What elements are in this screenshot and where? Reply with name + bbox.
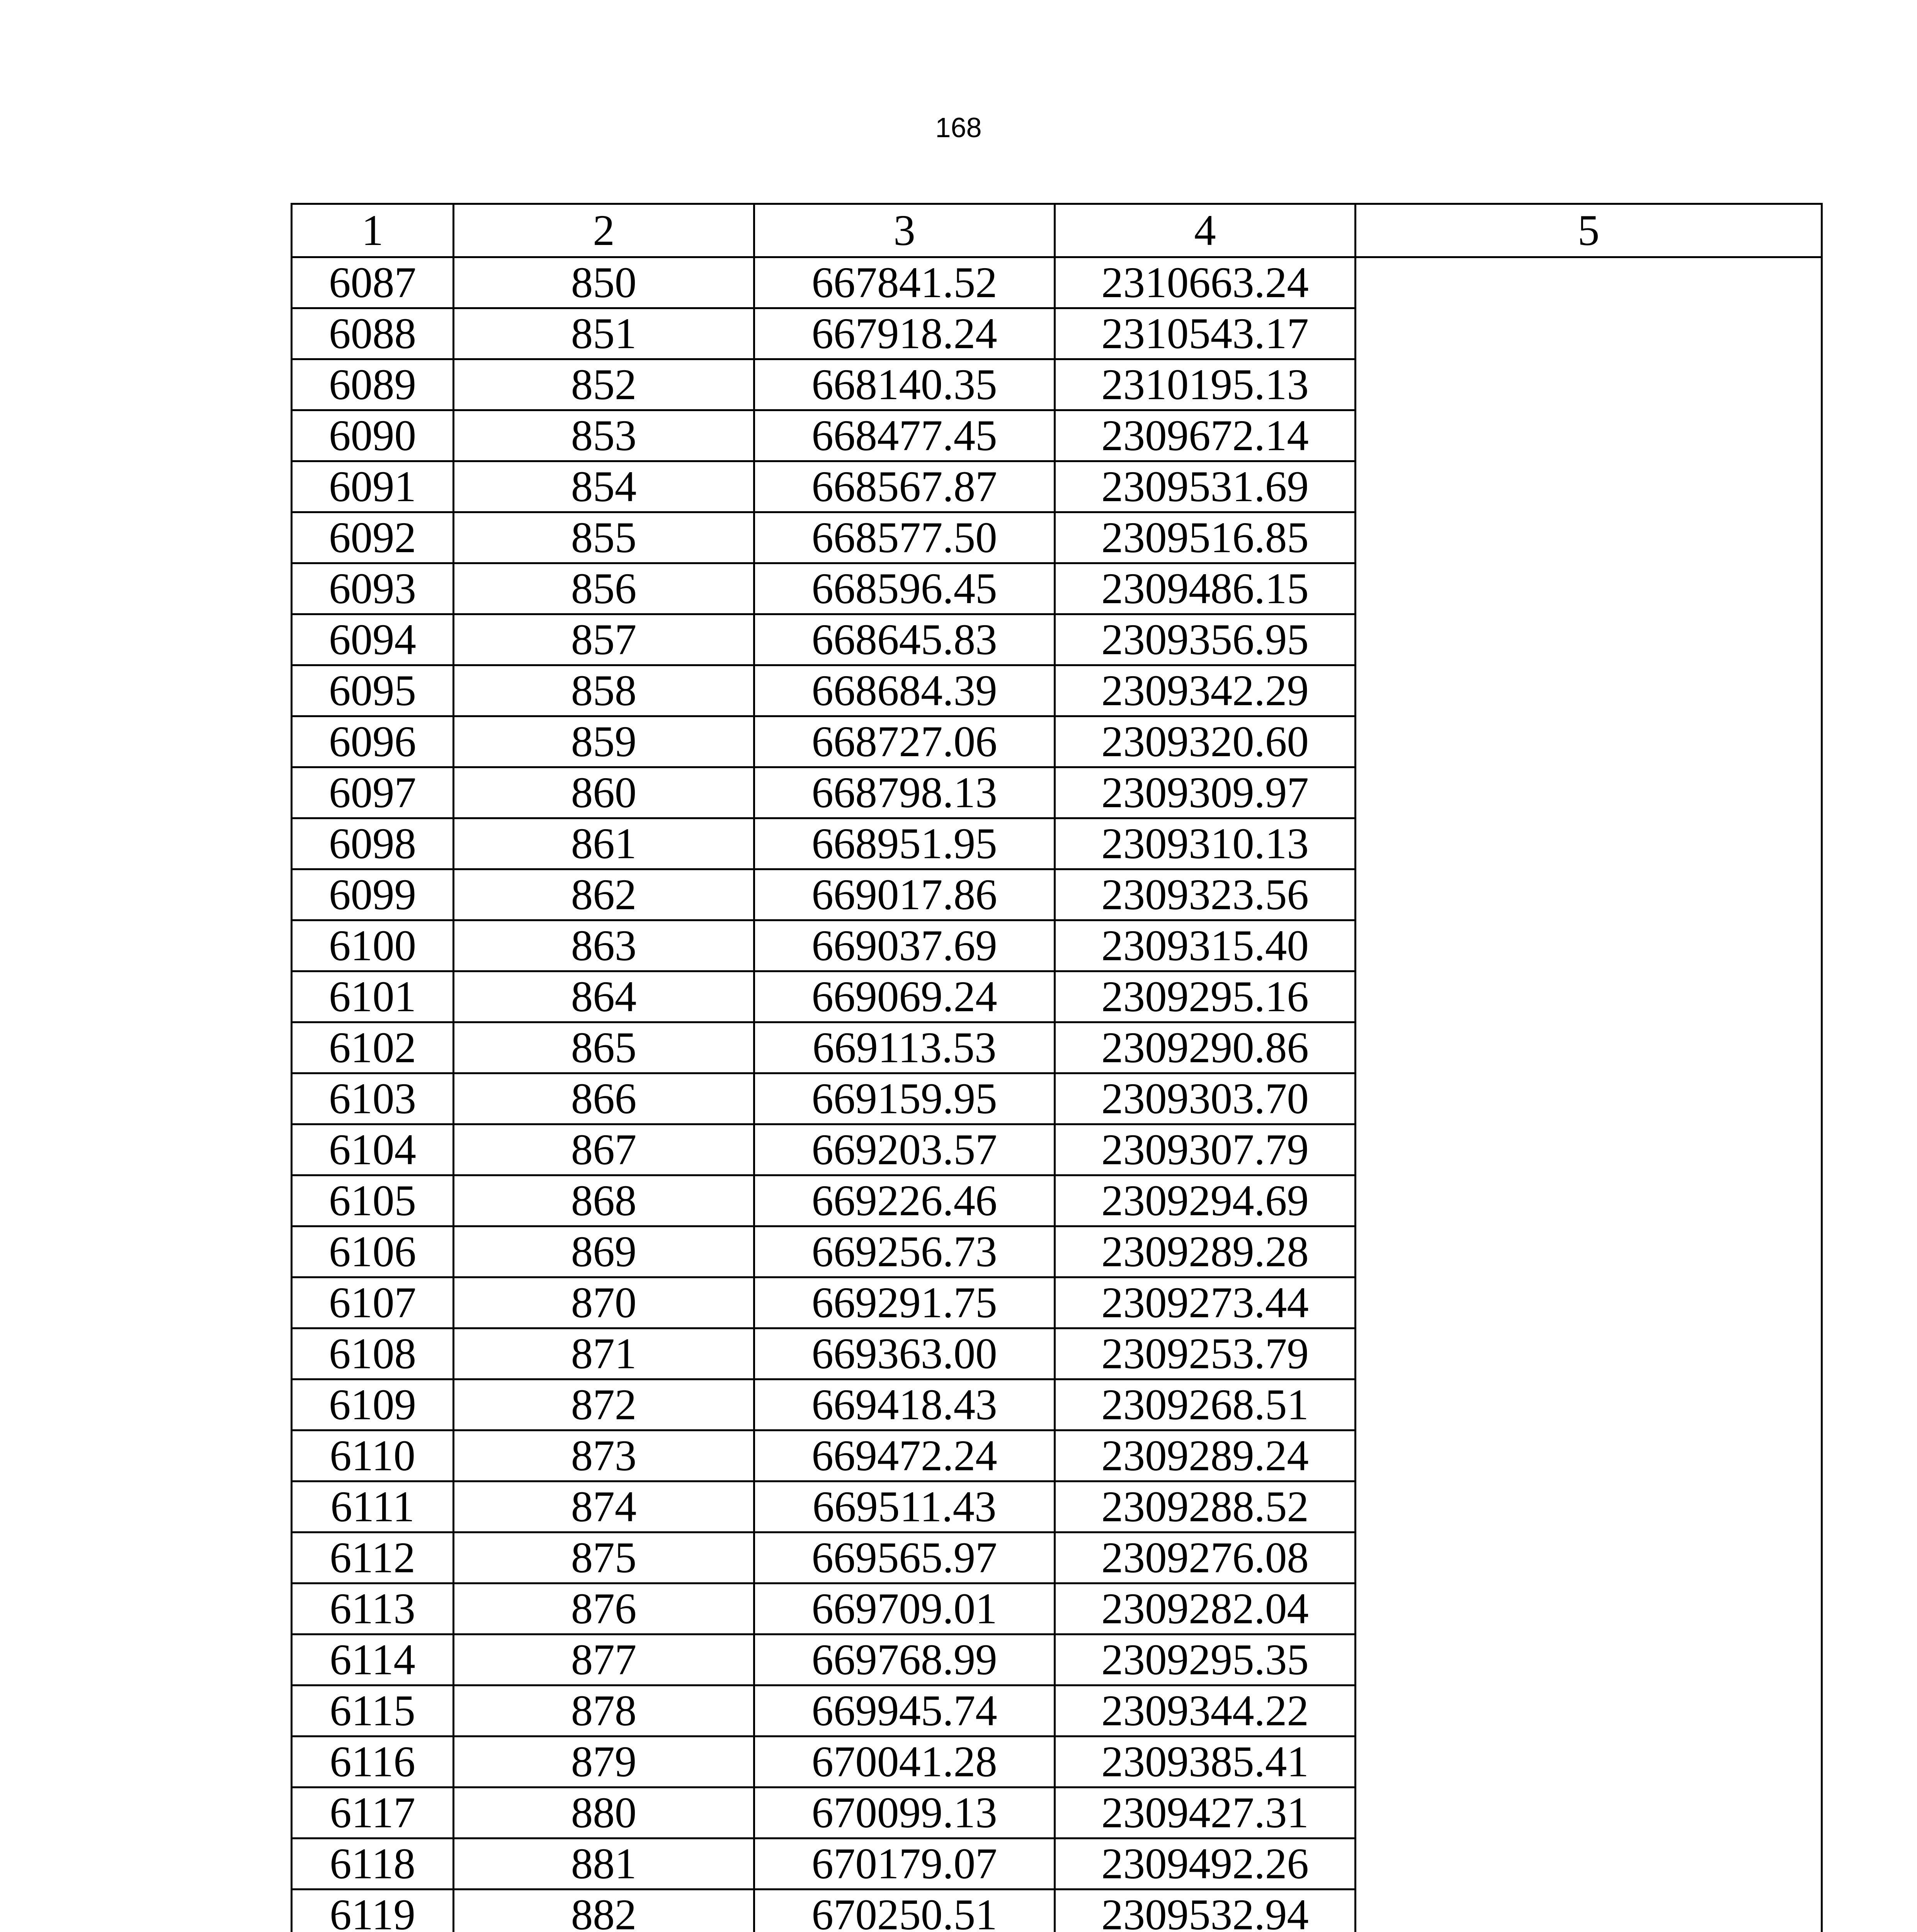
- table-cell: 668684.39: [754, 665, 1055, 716]
- table-cell: 6089: [292, 359, 454, 410]
- table-cell: 669017.86: [754, 869, 1055, 920]
- table-cell: 2309315.40: [1055, 920, 1356, 971]
- table-cell: 669291.75: [754, 1277, 1055, 1328]
- table-cell: 863: [454, 920, 754, 971]
- table-cell: 2309532.94: [1055, 1889, 1356, 1932]
- table-cell: 669069.24: [754, 971, 1055, 1022]
- table-cell: 6098: [292, 818, 454, 869]
- table-cell: 871: [454, 1328, 754, 1379]
- table-cell: 2309253.79: [1055, 1328, 1356, 1379]
- table-cell: 670099.13: [754, 1787, 1055, 1838]
- table-cell: 668798.13: [754, 767, 1055, 818]
- table-cell: 2309295.16: [1055, 971, 1356, 1022]
- table-cell: 874: [454, 1481, 754, 1532]
- table-cell: 873: [454, 1430, 754, 1481]
- table-cell: 669709.01: [754, 1583, 1055, 1634]
- table-cell: 862: [454, 869, 754, 920]
- column-header: 4: [1055, 204, 1356, 257]
- table-cell: 6100: [292, 920, 454, 971]
- table-cell: 668951.95: [754, 818, 1055, 869]
- page-number: 168: [935, 112, 982, 143]
- table-cell: 669768.99: [754, 1634, 1055, 1685]
- table-cell: 670179.07: [754, 1838, 1055, 1889]
- table-cell: 851: [454, 308, 754, 359]
- column-header: 1: [292, 204, 454, 257]
- table-cell: 6110: [292, 1430, 454, 1481]
- table-cell: 669511.43: [754, 1481, 1055, 1532]
- table-cell: 876: [454, 1583, 754, 1634]
- table-cell: 2309385.41: [1055, 1736, 1356, 1787]
- table-cell: 6116: [292, 1736, 454, 1787]
- table-cell: 2309492.26: [1055, 1838, 1356, 1889]
- table-cell: 2309290.86: [1055, 1022, 1356, 1073]
- table-cell: 2309289.28: [1055, 1226, 1356, 1277]
- table-cell: 2309295.35: [1055, 1634, 1356, 1685]
- coordinates-table: [291, 203, 1823, 1932]
- table-cell: 6118: [292, 1838, 454, 1889]
- table-cell: 852: [454, 359, 754, 410]
- table-cell: 2309309.97: [1055, 767, 1356, 818]
- table-cell: 875: [454, 1532, 754, 1583]
- table-cell: 6095: [292, 665, 454, 716]
- table-cell: 6094: [292, 614, 454, 665]
- table-cell: 6103: [292, 1073, 454, 1124]
- table-cell: 2309310.13: [1055, 818, 1356, 869]
- table-cell: 6096: [292, 716, 454, 767]
- table-cell: 878: [454, 1685, 754, 1736]
- table-cell: 669363.00: [754, 1328, 1055, 1379]
- table-cell: 870: [454, 1277, 754, 1328]
- table-cell: 2309273.44: [1055, 1277, 1356, 1328]
- table-cell: 670250.51: [754, 1889, 1055, 1932]
- table-cell: 668577.50: [754, 512, 1055, 563]
- table-cell: 2309282.04: [1055, 1583, 1356, 1634]
- table-cell: 6099: [292, 869, 454, 920]
- table-cell: 6115: [292, 1685, 454, 1736]
- table-cell: 2309303.70: [1055, 1073, 1356, 1124]
- table-cell: 2310195.13: [1055, 359, 1356, 410]
- table-cell: 6107: [292, 1277, 454, 1328]
- table-cell: 6101: [292, 971, 454, 1022]
- table-cell: 669945.74: [754, 1685, 1055, 1736]
- table-cell: 669159.95: [754, 1073, 1055, 1124]
- table-cell: 6087: [292, 257, 454, 308]
- table-cell: 2309531.69: [1055, 461, 1356, 512]
- table-cell: 850: [454, 257, 754, 308]
- table-cell: 669226.46: [754, 1175, 1055, 1226]
- table-cell: 669418.43: [754, 1379, 1055, 1430]
- table-cell: 865: [454, 1022, 754, 1073]
- table-cell: 2310543.17: [1055, 308, 1356, 359]
- table-cell: 879: [454, 1736, 754, 1787]
- table-cell: 668567.87: [754, 461, 1055, 512]
- table-cell: 6117: [292, 1787, 454, 1838]
- table-cell: 6106: [292, 1226, 454, 1277]
- table-cell: 667841.52: [754, 257, 1055, 308]
- table-cell: 6093: [292, 563, 454, 614]
- table-cell: 6090: [292, 410, 454, 461]
- table-cell: 882: [454, 1889, 754, 1932]
- column-header: 3: [754, 204, 1055, 257]
- table-cell: 669472.24: [754, 1430, 1055, 1481]
- table-cell: 872: [454, 1379, 754, 1430]
- table-cell: 880: [454, 1787, 754, 1838]
- table-cell: 859: [454, 716, 754, 767]
- table-cell: 669037.69: [754, 920, 1055, 971]
- table-cell: 670041.28: [754, 1736, 1055, 1787]
- table-cell: 6108: [292, 1328, 454, 1379]
- table-cell: 881: [454, 1838, 754, 1889]
- table-cell: 2309516.85: [1055, 512, 1356, 563]
- table-cell: 864: [454, 971, 754, 1022]
- column-5-cell: [1356, 257, 1822, 1932]
- table-cell: 6112: [292, 1532, 454, 1583]
- table-cell: 2309289.24: [1055, 1430, 1356, 1481]
- table-row: [292, 257, 1822, 308]
- table-cell: 2309427.31: [1055, 1787, 1356, 1838]
- table-cell: 867: [454, 1124, 754, 1175]
- table-cell: 2309672.14: [1055, 410, 1356, 461]
- table-cell: 6109: [292, 1379, 454, 1430]
- table-cell: 853: [454, 410, 754, 461]
- table-cell: 6119: [292, 1889, 454, 1932]
- table-cell: 2309323.56: [1055, 869, 1356, 920]
- table-cell: 668645.83: [754, 614, 1055, 665]
- table-cell: 877: [454, 1634, 754, 1685]
- table-cell: 669113.53: [754, 1022, 1055, 1073]
- table-cell: 667918.24: [754, 308, 1055, 359]
- table-cell: 6092: [292, 512, 454, 563]
- table-cell: 861: [454, 818, 754, 869]
- table-cell: 858: [454, 665, 754, 716]
- table-cell: 6113: [292, 1583, 454, 1634]
- table-cell: 2309276.08: [1055, 1532, 1356, 1583]
- table-cell: 2309486.15: [1055, 563, 1356, 614]
- table-cell: 668727.06: [754, 716, 1055, 767]
- table-cell: 2309320.60: [1055, 716, 1356, 767]
- table-cell: 668477.45: [754, 410, 1055, 461]
- table-header-row: [292, 204, 1822, 257]
- table-cell: 2309344.22: [1055, 1685, 1356, 1736]
- table-cell: 6104: [292, 1124, 454, 1175]
- column-header: 5: [1356, 204, 1822, 257]
- table-cell: 6097: [292, 767, 454, 818]
- column-header: 2: [454, 204, 754, 257]
- table-cell: 6111: [292, 1481, 454, 1532]
- table-body: [292, 257, 1822, 1932]
- table-cell: 856: [454, 563, 754, 614]
- table-cell: 854: [454, 461, 754, 512]
- table-cell: 6088: [292, 308, 454, 359]
- table-cell: 869: [454, 1226, 754, 1277]
- table-cell: 2309294.69: [1055, 1175, 1356, 1226]
- table-cell: 6105: [292, 1175, 454, 1226]
- table-cell: 668140.35: [754, 359, 1055, 410]
- table-cell: 2309288.52: [1055, 1481, 1356, 1532]
- table-cell: 6102: [292, 1022, 454, 1073]
- table-cell: 2309356.95: [1055, 614, 1356, 665]
- table-cell: 868: [454, 1175, 754, 1226]
- table-cell: 6114: [292, 1634, 454, 1685]
- table-cell: 2310663.24: [1055, 257, 1356, 308]
- table-cell: 866: [454, 1073, 754, 1124]
- table-cell: 669565.97: [754, 1532, 1055, 1583]
- table-cell: 855: [454, 512, 754, 563]
- table-cell: 6091: [292, 461, 454, 512]
- table-cell: 860: [454, 767, 754, 818]
- table-cell: 857: [454, 614, 754, 665]
- table-cell: 668596.45: [754, 563, 1055, 614]
- table-cell: 2309307.79: [1055, 1124, 1356, 1175]
- table-cell: 669203.57: [754, 1124, 1055, 1175]
- table-cell: 2309268.51: [1055, 1379, 1356, 1430]
- table-cell: 669256.73: [754, 1226, 1055, 1277]
- table-cell: 2309342.29: [1055, 665, 1356, 716]
